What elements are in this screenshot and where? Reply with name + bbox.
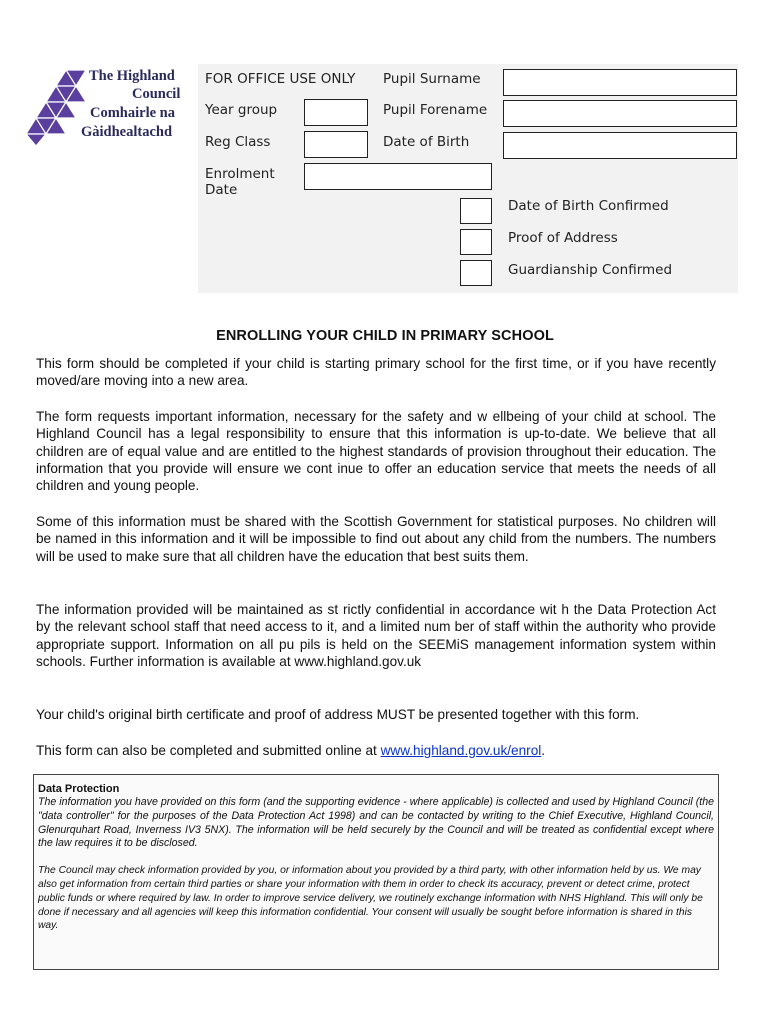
date-of-birth-field[interactable] <box>503 132 737 159</box>
confidentiality-paragraph: The information provided will be maintained as st rictly confidential in accordance wit h the Data Protection Act by the relevant school staff that need access to it, and a limited num ber of staff within the authority who provide appropriate support. Information on all pu pils is held on the SEEMiS management information system within schools. Further information is available at www.highland.gov.uk <box>36 602 716 669</box>
reg-class-label: Reg Class <box>205 134 271 150</box>
pupil-surname-field[interactable] <box>503 69 737 96</box>
date-of-birth-label: Date of Birth <box>383 134 470 150</box>
data-protection-text-1: The information you have provided on this form (and the supporting evidence - where applicable) is collected and used by Highland Council (the "data controller" for the purposes of the Data Protection Act 1998) and can be contacted by writing to the Chief Executive, Highland Council, Glenurquhart Road, Inverness IV3 5NX). The information will be held securely by the Council and will be treated as confidential except where the law requires it to be disclosed. <box>38 796 714 850</box>
enrolment-date-field[interactable] <box>304 163 492 190</box>
guardianship-confirmed-checkbox[interactable] <box>460 260 492 286</box>
proof-of-address-label: Proof of Address <box>508 230 618 246</box>
dob-confirmed-label: Date of Birth Confirmed <box>508 198 669 214</box>
intro-paragraph: This form should be completed if your child is starting primary school for the first time, or if you have recently moved/are moving into a new area. <box>36 356 716 389</box>
logo-line-3: Comhairle na <box>90 105 175 121</box>
year-group-label: Year group <box>205 102 278 118</box>
documents-required-paragraph: Your child's original birth certificate and proof of address MUST be presented together with this form. <box>36 707 640 722</box>
proof-of-address-checkbox[interactable] <box>460 229 492 255</box>
logo-line-4: Gàidhealtachd <box>81 124 173 140</box>
online-text: This form can also be completed and submitted online at <box>36 743 381 758</box>
statistics-paragraph: Some of this information must be shared with the Scottish Government for statistical purposes. No children will be named in this information and it will be impossible to find out about any child from the numbers. The numbers will be used to make sure that all children have the education that best suits them. <box>36 514 716 564</box>
enrol-link[interactable]: www.highland.gov.uk/enrol <box>380 743 542 758</box>
logo-line-1: The Highland <box>89 68 175 84</box>
highland-council-logo <box>26 66 190 148</box>
year-group-field[interactable] <box>304 99 368 126</box>
dob-confirmed-checkbox[interactable] <box>460 198 492 224</box>
data-protection-box <box>33 774 719 970</box>
office-use-heading: FOR OFFICE USE ONLY <box>205 71 356 87</box>
online-paragraph <box>36 742 716 759</box>
enrolment-date-label: Enrolment Date <box>205 166 275 198</box>
pupil-surname-label: Pupil Surname <box>383 71 481 87</box>
logo-line-2: Council <box>132 86 181 102</box>
online-text-end: . <box>541 743 546 758</box>
office-use-panel <box>198 64 738 293</box>
council-crest-icon <box>26 68 88 146</box>
guardianship-confirmed-label: Guardianship Confirmed <box>508 262 673 278</box>
pupil-forename-field[interactable] <box>503 100 737 127</box>
data-protection-title: Data Protection <box>38 783 120 795</box>
purpose-paragraph: The form requests important information, necessary for the safety and w ellbeing of your child at school. The Highland Council has a legal responsibility to ensure that this information is up-to-date. We believe that all children are of equal value and are entitled to the highest standards of provision throughout their education. The information that you provide will ensure we cont inue to offer an education service that meets the needs of all children and young people. <box>36 409 716 494</box>
pupil-forename-label: Pupil Forename <box>383 102 488 118</box>
reg-class-field[interactable] <box>304 131 368 158</box>
document-title: ENROLLING YOUR CHILD IN PRIMARY SCHOOL <box>216 328 554 344</box>
data-protection-text-2: The Council may check information provided by you, or information about you provided by a third party, with other information held by us. We may also get information from certain third parties or share your information with them in order to check its accuracy, prevent or detect crime, protect public funds or where required by law. In order to improve service delivery, we routinely exchange information with NHS Highland. This will only be done if necessary and all agencies will keep this information confidential. Your consent will usually be sought before information is shared in this way. <box>38 865 703 932</box>
